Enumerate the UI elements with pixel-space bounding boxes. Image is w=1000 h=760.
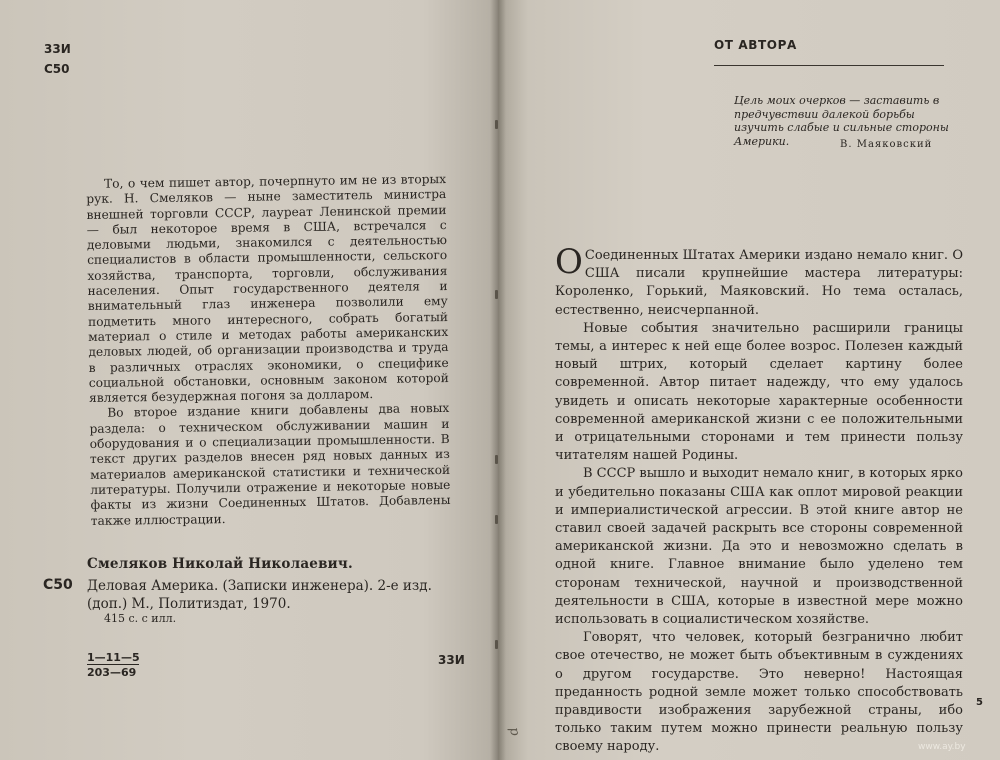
body-paragraph-1 — [555, 242, 963, 320]
catalog-number-bottom: 203—69 — [87, 666, 137, 679]
body-paragraph-3: В СССР вышло и выходит немало книг, в которых ярко и убедительно показаны США как оплот мировой реакции и империалистической агрессии. В этой книге автор не ставил своей задачей раскрыть все стороны современной американской жизни. Да это и невозможно сделать в одной книге. Главное внимание было уделено тем сторонам технической, научной и производственной деятельности в США, которые в известной мере можно использовать в социалистическом хозяйстве. — [555, 466, 963, 628]
page-number: 5 — [976, 697, 983, 708]
book-gutter — [490, 0, 506, 760]
annotation-paragraph-1: То, о чем пишет автор, почерпнуто им не из вторых рук. Н. Смеляков — ныне заместитель министра внешней торговли СССР, лауреат Ленинской премии — был некоторое время в США, встречался с деловыми людьми, знакомился с деятельностью специалистов в области промышленности, сельского хозяйства, транспорта, торговли, обслуживания населения. Опыт государственного деятеля и внимательный глаз инженера позволили ему подметить много интересного, собрать богатый материал о стиле и методах работы американских деловых людей, об организации производства и труда в различных отраслях экономики, о специфике социальной обстановки, основным законом которой является безудержная погоня за долларом. — [86, 171, 449, 406]
epigraph: Цель моих очерков — заставить в предчувствии далекой борьбы изучить слабые и сильные стороны Америки. — [734, 94, 949, 148]
body-paragraph-1-text: Соединенных Штатах Америки издано немало книг. О США писали крупнейшие мастера литературы: Короленко, Горький, Маяковский. Но тема осталась, естественно, неисчерпанной. — [555, 248, 963, 318]
annotation-paragraph-2: Во второе издание книги добавлены два новых раздела: о техническом обслуживании машин и оборудования и о специализации промышленности. В текст других разделов внесен ряд новых данных из материалов американской статистики и технической литературы. Получили отражение и некоторые новые факты из жизни Соединенных Штатов. Добавлены также иллюстрации. — [89, 401, 451, 528]
chapter-body — [555, 242, 963, 757]
body-paragraph-4: Говорят, что человек, который безгранично любит свое отечество, не может быть объективным в суждениях о другом государстве. Это неверно! Настоящая преданность родной земле может только способствовать правдивости изображения зарубежной страны, ибо только таким путем можно принести реальную пользу своему народу. — [555, 630, 963, 755]
library-code-top: 33И — [44, 42, 71, 56]
margin-mark: р — [506, 726, 523, 737]
chapter-title: ОТ АВТОРА — [714, 38, 797, 52]
left-page — [0, 0, 498, 760]
binding-stitch — [495, 455, 498, 464]
binding-stitch — [495, 290, 498, 299]
body-paragraph-2: Новые события значительно расширили границы темы, а интерес к ней еще более возрос. Полезен каждый новый штрих, который сделает картину более современной. Автор питает надежду, что ему удалось увидеть и описать некоторые характерные особенности современной американской жизни с ее положительными и отрицательными сторонами и тем принести пользу читателям нашей Родины. — [555, 320, 963, 464]
catalog-pages: 415 с. с илл. — [104, 612, 177, 625]
catalog-code: С50 — [43, 577, 73, 593]
chapter-title-rule — [714, 65, 944, 66]
library-code-bottom: С50 — [44, 62, 70, 76]
catalog-number-top: 1—11—5 — [87, 651, 140, 664]
epigraph-source: В. Маяковский — [840, 139, 933, 150]
binding-stitch — [495, 640, 498, 649]
catalog-number-divider — [87, 664, 139, 665]
drop-cap: О — [555, 242, 583, 282]
binding-stitch — [495, 515, 498, 524]
binding-stitch — [495, 120, 498, 129]
catalog-author: Смеляков Николай Николаевич. — [87, 556, 353, 572]
book-annotation — [86, 172, 451, 529]
catalog-title: Деловая Америка. (Записки инженера). 2-е изд. (доп.) М., Политиздат, 1970. — [87, 578, 432, 612]
catalog-code-right: 33И — [438, 653, 465, 667]
watermark: www.ay.by — [918, 742, 966, 752]
